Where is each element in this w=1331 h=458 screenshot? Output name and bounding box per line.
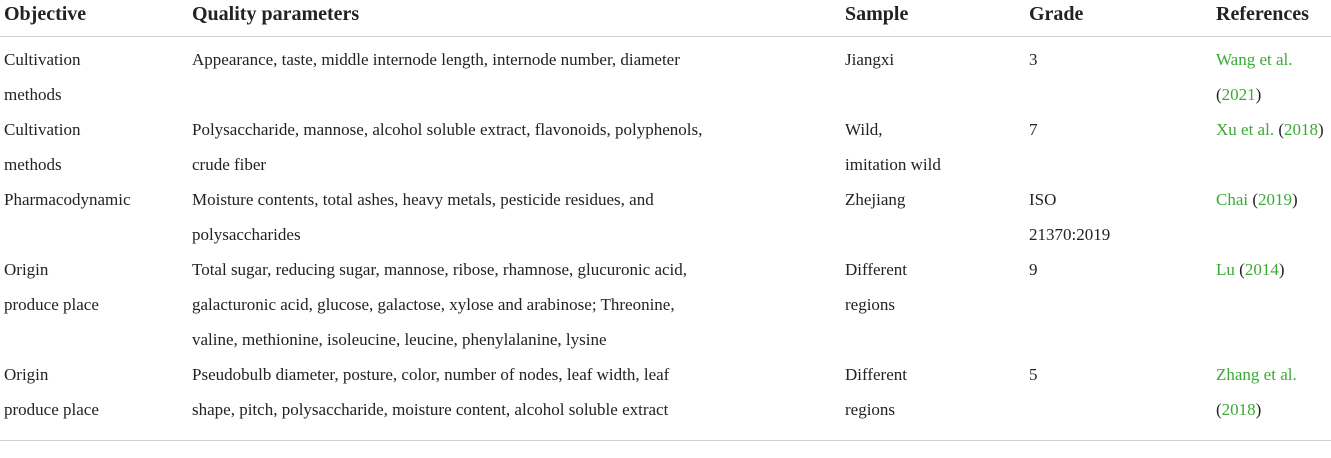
cell-objective — [0, 182, 188, 252]
reference-year: 2021 — [1221, 85, 1256, 104]
cell-objective-line: Origin — [4, 365, 49, 384]
table-row — [0, 37, 1331, 113]
paren-open: ( — [1216, 400, 1222, 419]
cell-grade-line: 7 — [1029, 120, 1038, 139]
cell-quality-parameters — [188, 112, 841, 182]
table-row — [0, 252, 1331, 357]
cell-quality-parameters-line: polysaccharides — [192, 225, 301, 244]
paren-close: ) — [1318, 120, 1324, 139]
cell-grade — [1025, 182, 1212, 252]
reference-year: 2018 — [1284, 120, 1318, 139]
cell-grade-line: ISO — [1029, 190, 1057, 209]
paren-open: ( — [1278, 120, 1284, 139]
table-row — [0, 357, 1331, 441]
cell-references — [1212, 182, 1331, 252]
cell-quality-parameters-line: Polysaccharide, mannose, alcohol soluble extract, flavonoids, polyphenols, — [192, 120, 703, 139]
cell-quality-parameters-line: Moisture contents, total ashes, heavy metals, pesticide residues, and — [192, 190, 654, 209]
cell-references — [1212, 112, 1331, 182]
cell-quality-parameters-line: shape, pitch, polysaccharide, moisture content, alcohol soluble extract — [192, 400, 669, 419]
cell-objective-line: Cultivation — [4, 50, 81, 69]
header-row — [0, 0, 1331, 37]
reference-year: 2019 — [1258, 190, 1293, 209]
cell-quality-parameters — [188, 37, 841, 113]
reference-link[interactable] — [1216, 190, 1298, 209]
cell-sample-line: Different — [845, 260, 907, 279]
paren-close: ) — [1255, 400, 1262, 419]
cell-quality-parameters — [188, 357, 841, 441]
cell-quality-parameters-line: Pseudobulb diameter, posture, color, number of nodes, leaf width, leaf — [192, 365, 670, 384]
cell-objective — [0, 112, 188, 182]
cell-objective-line: methods — [4, 85, 62, 104]
reference-link[interactable] — [1216, 120, 1324, 139]
cell-sample — [841, 182, 1025, 252]
cell-grade — [1025, 252, 1212, 357]
reference-year: 2014 — [1244, 260, 1279, 279]
cell-sample — [841, 252, 1025, 357]
reference-link[interactable] — [1216, 365, 1297, 419]
cell-quality-parameters-line: Appearance, taste, middle internode length, internode number, diameter — [192, 50, 680, 69]
cell-objective-line: Origin — [4, 260, 49, 279]
reference-author: Wang et al. — [1216, 50, 1293, 69]
cell-objective — [0, 37, 188, 113]
cell-sample-line: Wild, — [845, 120, 883, 139]
header-sample: Sample — [841, 0, 1025, 37]
cell-grade — [1025, 37, 1212, 113]
cell-quality-parameters-line: galacturonic acid, glucose, galactose, xylose and arabinose; Threonine, — [192, 295, 675, 314]
reference-link[interactable] — [1216, 50, 1293, 104]
cell-grade — [1025, 357, 1212, 441]
cell-quality-parameters — [188, 182, 841, 252]
header-objective: Objective — [0, 0, 188, 37]
cell-quality-parameters-line: valine, methionine, isoleucine, leucine, phenylalanine, lysine — [192, 330, 607, 349]
header-quality-parameters: Quality parameters — [188, 0, 841, 37]
paren-close: ) — [1292, 190, 1298, 209]
reference-author: Zhang et al. — [1216, 365, 1297, 384]
cell-sample-line: regions — [845, 400, 896, 419]
cell-grade-line: 3 — [1029, 50, 1038, 69]
cell-references — [1212, 357, 1331, 441]
cell-grade-line: 21370:2019 — [1029, 225, 1111, 244]
cell-objective-line: Cultivation — [4, 120, 81, 139]
cell-sample-line: Jiangxi — [845, 50, 895, 69]
cell-references — [1212, 37, 1331, 113]
cell-objective-line: produce place — [4, 400, 99, 419]
cell-references — [1212, 252, 1331, 357]
cell-objective-line: produce place — [4, 295, 99, 314]
paren-open: ( — [1216, 85, 1222, 104]
reference-author: Chai — [1216, 190, 1249, 209]
cell-sample-line: regions — [845, 295, 896, 314]
cell-sample — [841, 357, 1025, 441]
cell-grade-line: 5 — [1029, 365, 1038, 384]
reference-author: Lu — [1216, 260, 1235, 279]
table-row — [0, 182, 1331, 252]
cell-objective — [0, 252, 188, 357]
cell-objective-line: methods — [4, 155, 62, 174]
cell-objective-line: Pharmacodynamic — [4, 190, 131, 209]
paren-open: ( — [1239, 260, 1245, 279]
header-grade: Grade — [1025, 0, 1212, 37]
paren-open: ( — [1252, 190, 1259, 209]
cell-sample — [841, 112, 1025, 182]
cell-grade — [1025, 112, 1212, 182]
cell-sample — [841, 37, 1025, 113]
reference-link[interactable] — [1216, 260, 1284, 279]
table-row — [0, 112, 1331, 182]
reference-year: 2018 — [1221, 400, 1256, 419]
cell-quality-parameters-line: Total sugar, reducing sugar, mannose, ribose, rhamnose, glucuronic acid, — [192, 260, 688, 279]
cell-grade-line: 9 — [1029, 260, 1038, 279]
paren-close: ) — [1255, 85, 1262, 104]
header-references: References — [1212, 0, 1331, 37]
paren-close: ) — [1278, 260, 1285, 279]
cell-sample-line: Different — [845, 365, 907, 384]
cell-objective — [0, 357, 188, 441]
cell-sample-line: imitation wild — [845, 155, 941, 174]
table-body — [0, 37, 1331, 441]
reference-author: Xu et al. — [1216, 120, 1275, 139]
cell-quality-parameters — [188, 252, 841, 357]
cell-quality-parameters-line: crude fiber — [192, 155, 267, 174]
cell-sample-line: Zhejiang — [845, 190, 906, 209]
table-header — [0, 0, 1331, 37]
